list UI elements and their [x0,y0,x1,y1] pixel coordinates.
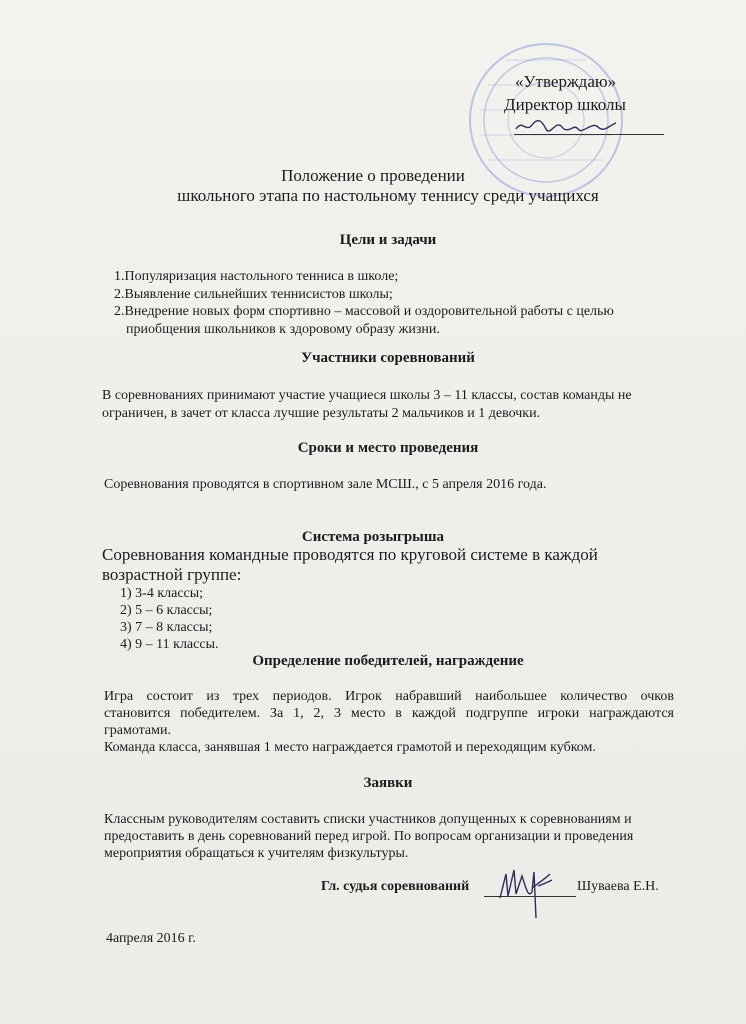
system-text-line2: возрастной группе: [102,565,242,584]
age-group-item: 2) 5 – 6 классы; [120,603,213,618]
winners-text-line4: Команда класса, занявшая 1 место награждается грамотой и переходящим кубком. [104,740,596,755]
approval-title: «Утверждаю» [515,72,617,91]
winners-text-line1: Игра состоит из трех периодов. Игрок набравший наибольшее количество очков [104,689,674,704]
document-title-line1: Положение о проведении [281,166,465,185]
applications-text-line2: предоставить в день соревнований перед игрой. По вопросам организации и проведения [104,829,634,844]
goal-item: 2.Внедрение новых форм спортивно – массовой и оздоровительной работы с целью [114,304,614,319]
age-group-item: 3) 7 – 8 классы; [120,620,213,635]
winners-heading: Определение победителей, награждение [252,653,524,669]
document-title-line2: школьного этапа по настольному теннису среди учащихся [177,186,599,205]
judge-name: Шуваева Е.Н. [577,879,659,894]
system-heading: Система розыгрыша [301,529,445,545]
participants-text-line2: ограничен, в зачет от класса лучшие результаты 2 мальчиков и 1 девочки. [102,406,541,421]
applications-text-line3: мероприятия обращаться к учителям физкультуры. [104,846,409,861]
timing-text: Соревнования проводятся в спортивном зале МСШ., с 5 апреля 2016 года. [104,477,547,492]
system-text-line1: Соревнования командные проводятся по круговой системе в каждой [102,545,598,564]
winners-text-line3: грамотами. [104,723,171,738]
winners-text-line2: становится победителем. За 1, 2, 3 место в каждой подгруппе игроки награждаются [104,706,674,721]
age-group-item: 1) 3-4 классы; [120,586,204,601]
approval-position: Директор школы [504,95,626,114]
age-groups-list [120,585,218,653]
applications-text-line1: Классным руководителям составить списки участников допущенных к соревнованиям и [104,812,632,827]
judge-label: Гл. судья соревнований [321,879,470,894]
document-date: 4апреля 2016 г. [106,931,196,946]
goals-list [114,268,614,338]
timing-heading: Сроки и место проведения [297,440,479,456]
participants-text-line1: В соревнованиях принимают участие учащиеся школы 3 – 11 классы, состав команды не [102,388,632,403]
goal-item: 2.Выявление сильнейших теннисистов школы; [114,286,393,302]
goal-item: приобщения школьников к здоровому образу жизни. [126,321,440,337]
goals-heading: Цели и задачи [339,232,437,248]
applications-heading: Заявки [363,775,413,791]
goal-item: 1.Популяризация настольного тенниса в школе; [114,269,399,284]
age-group-item: 4) 9 – 11 классы. [120,637,219,652]
participants-heading: Участники соревнований [301,350,475,366]
director-signature-icon [512,115,622,137]
judge-signature-icon [492,858,562,928]
